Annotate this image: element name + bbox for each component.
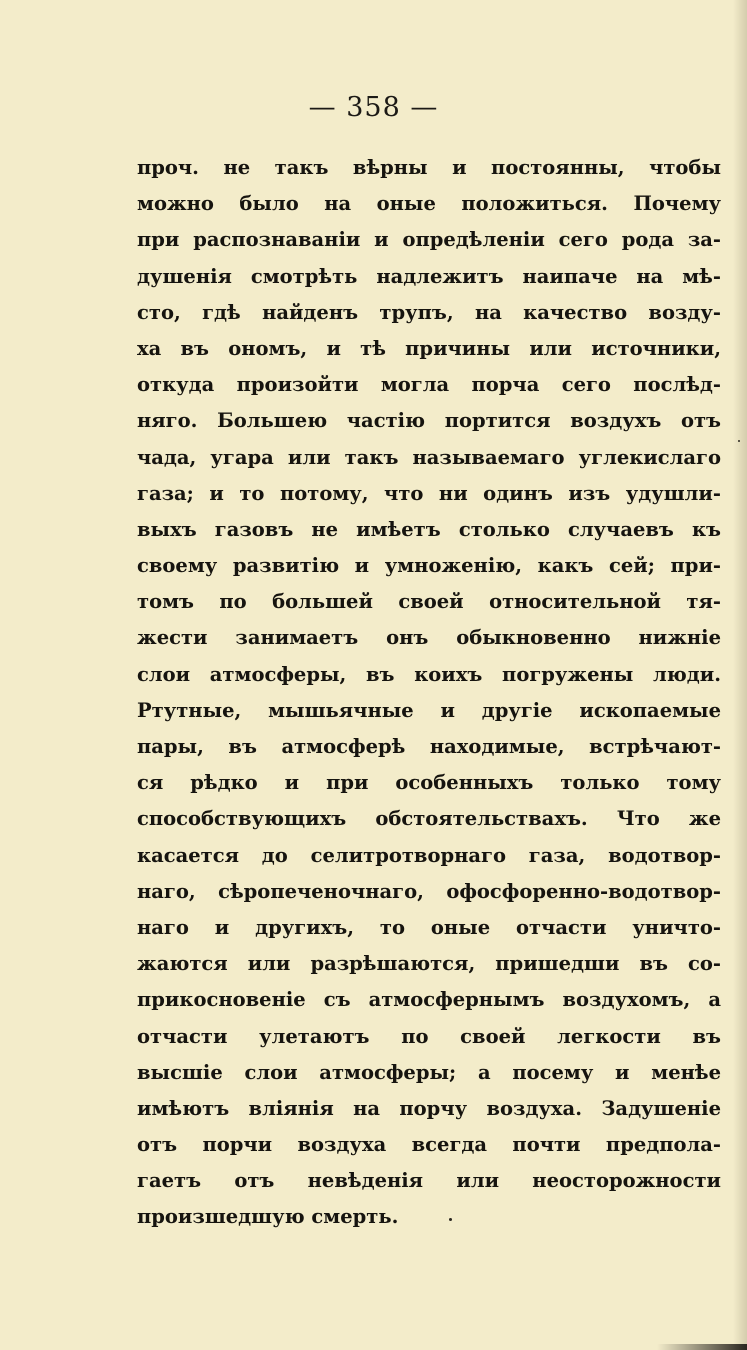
text-line: няго. Большею частію портится воздухъ отъ: [137, 409, 721, 433]
page-number: — 358 —: [308, 92, 439, 123]
text-line: сто, гдѣ найденъ трупъ, на качество возду-: [137, 300, 721, 324]
text-line: слои атмосферы, въ коихъ погружены люди.: [137, 662, 721, 686]
text-line: жаются или разрѣшаются, пришедши въ со-: [137, 952, 721, 976]
text-line: своему развитію и умноженію, какъ сей; при-: [137, 554, 721, 578]
text-line: томъ по большей своей относительной тя-: [137, 590, 721, 614]
text-line: гаетъ отъ невѣденія или неосторожности: [137, 1169, 721, 1193]
text-line: имѣютъ вліянія на порчу воздуха. Задушеніе: [137, 1096, 721, 1120]
text-line: произшедшую смерть.: [137, 1205, 399, 1229]
text-line: наго, сѣропеченочнаго, офосфоренно-водотвор-: [137, 879, 721, 903]
text-line: откуда произойти могла порча сего послѣд-: [137, 373, 721, 397]
text-line: жести занимаетъ онъ обыкновенно нижніе: [137, 626, 721, 650]
text-line: отъ порчи воздуха всегда почти предпола-: [137, 1133, 721, 1157]
text-line: выхъ газовъ не имѣетъ столько случаевъ къ: [137, 517, 721, 541]
page-edge-mark: [657, 1344, 747, 1350]
body-text: [137, 150, 721, 1236]
text-line: газа; и то потому, что ни одинъ изъ удушли-: [137, 481, 721, 505]
text-line: прикосновеніе съ атмосфернымъ воздухомъ, а: [137, 988, 721, 1012]
text-line: Ртутные, мышьячные и другіе ископаемые: [137, 698, 721, 722]
text-line: ся рѣдко и при особенныхъ только тому: [137, 771, 721, 795]
text-line: чада, угара или такъ называемаго углекислаго: [137, 445, 721, 469]
text-line: проч. не такъ вѣрны и постоянны, чтобы: [137, 156, 721, 179]
text-line: способствующихъ обстоятельствахъ. Что же: [137, 807, 721, 831]
ink-speck: [449, 1218, 452, 1221]
text-line: при распознаваніи и опредѣленіи сего рода за-: [137, 228, 721, 252]
text-line: отчасти улетаютъ по своей легкости въ: [137, 1024, 721, 1048]
page-edge-shadow: [733, 0, 747, 1350]
text-line: высшіе слои атмосферы; а посему и менѣе: [137, 1060, 721, 1084]
text-line: можно было на оные положиться. Почему: [137, 192, 721, 216]
text-line: наго и другихъ, то оные отчасти уничто-: [137, 915, 721, 939]
text-line: ха въ ономъ, и тѣ причины или источники,: [137, 336, 721, 360]
text-line: душенія смотрѣть надлежитъ наипаче на мѣ-: [137, 264, 721, 288]
text-line: пары, въ атмосферѣ находимые, встрѣчают-: [137, 735, 721, 758]
text-line: касается до селитротворнаго газа, водотвор-: [137, 843, 721, 867]
